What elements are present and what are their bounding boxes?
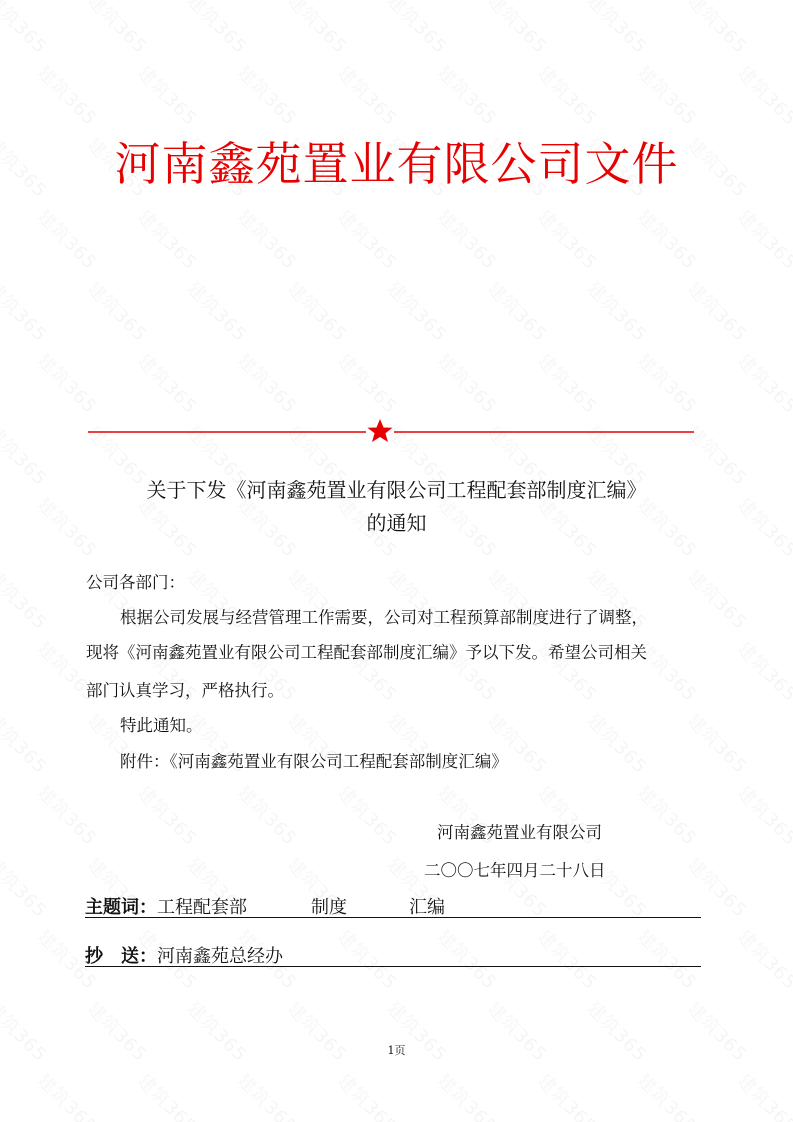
watermark-mark — [632, 59, 704, 131]
watermark-mark — [232, 779, 304, 851]
watermark-mark — [532, 1067, 604, 1122]
watermark-mark — [432, 59, 504, 131]
watermark-mark — [0, 275, 54, 347]
watermark-mark — [132, 779, 204, 851]
watermark-mark — [332, 1067, 404, 1122]
notice-title-line2: 的通知 — [366, 511, 427, 535]
watermark-mark — [732, 923, 793, 995]
notice-title-line1: 关于下发《河南鑫苑置业有限公司工程配套部制度汇编》 — [146, 478, 647, 502]
watermark-mark — [182, 275, 254, 347]
watermark-mark — [32, 779, 104, 851]
watermark-mark — [82, 275, 154, 347]
watermark-mark — [432, 347, 504, 419]
watermark-mark — [632, 347, 704, 419]
watermark-mark — [0, 563, 54, 635]
attachment-line: 附件：《河南鑫苑置业有限公司工程配套部制度汇编》 — [120, 752, 508, 771]
watermark-mark — [682, 275, 754, 347]
watermark-mark — [282, 275, 354, 347]
watermark-mark — [0, 851, 54, 923]
watermark-mark — [382, 0, 454, 59]
watermark-mark — [382, 275, 454, 347]
watermark-mark — [732, 779, 793, 851]
red-divider — [88, 418, 694, 442]
watermark-mark — [582, 707, 654, 779]
watermark-mark — [132, 1067, 204, 1122]
star-icon — [368, 419, 393, 442]
watermark-mark — [232, 1067, 304, 1122]
watermark-mark — [232, 347, 304, 419]
watermark-mark — [332, 779, 404, 851]
watermark-mark — [732, 1067, 793, 1122]
watermark-mark — [532, 59, 604, 131]
salutation: 公司各部门： — [86, 573, 185, 592]
watermark-mark — [232, 59, 304, 131]
watermark-mark — [32, 59, 104, 131]
watermark-mark — [732, 347, 793, 419]
keyword-3: 汇编 — [409, 897, 445, 918]
watermark-mark — [582, 275, 654, 347]
keyword-1: 工程配套部 — [157, 897, 247, 918]
closing-line: 特此通知。 — [120, 716, 203, 735]
keyword-2: 制度 — [311, 897, 347, 918]
watermark-mark — [332, 203, 404, 275]
page-number: 1页 — [387, 1044, 406, 1057]
watermark-mark — [632, 779, 704, 851]
watermark-mark — [332, 59, 404, 131]
keywords-label: 主题词： — [85, 897, 157, 918]
watermark-mark — [732, 59, 793, 131]
paragraph-line-1: 根据公司发展与经营管理工作需要，公司对工程预算部制度进行了调整， — [120, 608, 648, 627]
watermark-mark — [632, 203, 704, 275]
watermark-mark — [32, 1067, 104, 1122]
cc-row — [85, 942, 701, 967]
watermark-mark — [732, 635, 793, 707]
signature-date: 二〇〇七年四月二十八日 — [424, 861, 606, 880]
paragraph-line-2: 现将《河南鑫苑置业有限公司工程配套部制度汇编》予以下发。希望公司相关 — [86, 643, 647, 662]
watermark-mark — [32, 203, 104, 275]
keywords-row — [85, 893, 701, 918]
watermark-mark — [132, 203, 204, 275]
paragraph-line-3: 部门认真学习，严格执行。 — [86, 681, 284, 700]
watermark-mark — [582, 0, 654, 59]
document-header-title: 河南鑫苑置业有限公司文件 — [114, 137, 679, 191]
cc-label: 抄 送： — [85, 946, 157, 967]
watermark-mark — [0, 0, 54, 59]
watermark-mark — [732, 203, 793, 275]
watermark-mark — [332, 347, 404, 419]
watermark-mark — [232, 203, 304, 275]
watermark-mark — [632, 1067, 704, 1122]
watermark-mark — [132, 347, 204, 419]
watermark-mark — [482, 275, 554, 347]
watermark-mark — [0, 707, 54, 779]
watermark-mark — [432, 203, 504, 275]
cc-value: 河南鑫苑总经办 — [157, 946, 283, 967]
watermark-mark — [282, 0, 354, 59]
signature-company: 河南鑫苑置业有限公司 — [437, 823, 602, 842]
watermark-mark — [682, 0, 754, 59]
watermark-mark — [82, 0, 154, 59]
watermark-mark — [132, 59, 204, 131]
watermark-mark — [532, 347, 604, 419]
watermark-mark — [532, 203, 604, 275]
watermark-mark — [182, 0, 254, 59]
watermark-mark — [682, 707, 754, 779]
watermark-mark — [482, 0, 554, 59]
watermark-mark — [432, 1067, 504, 1122]
watermark-mark — [32, 347, 104, 419]
watermark-mark — [682, 563, 754, 635]
